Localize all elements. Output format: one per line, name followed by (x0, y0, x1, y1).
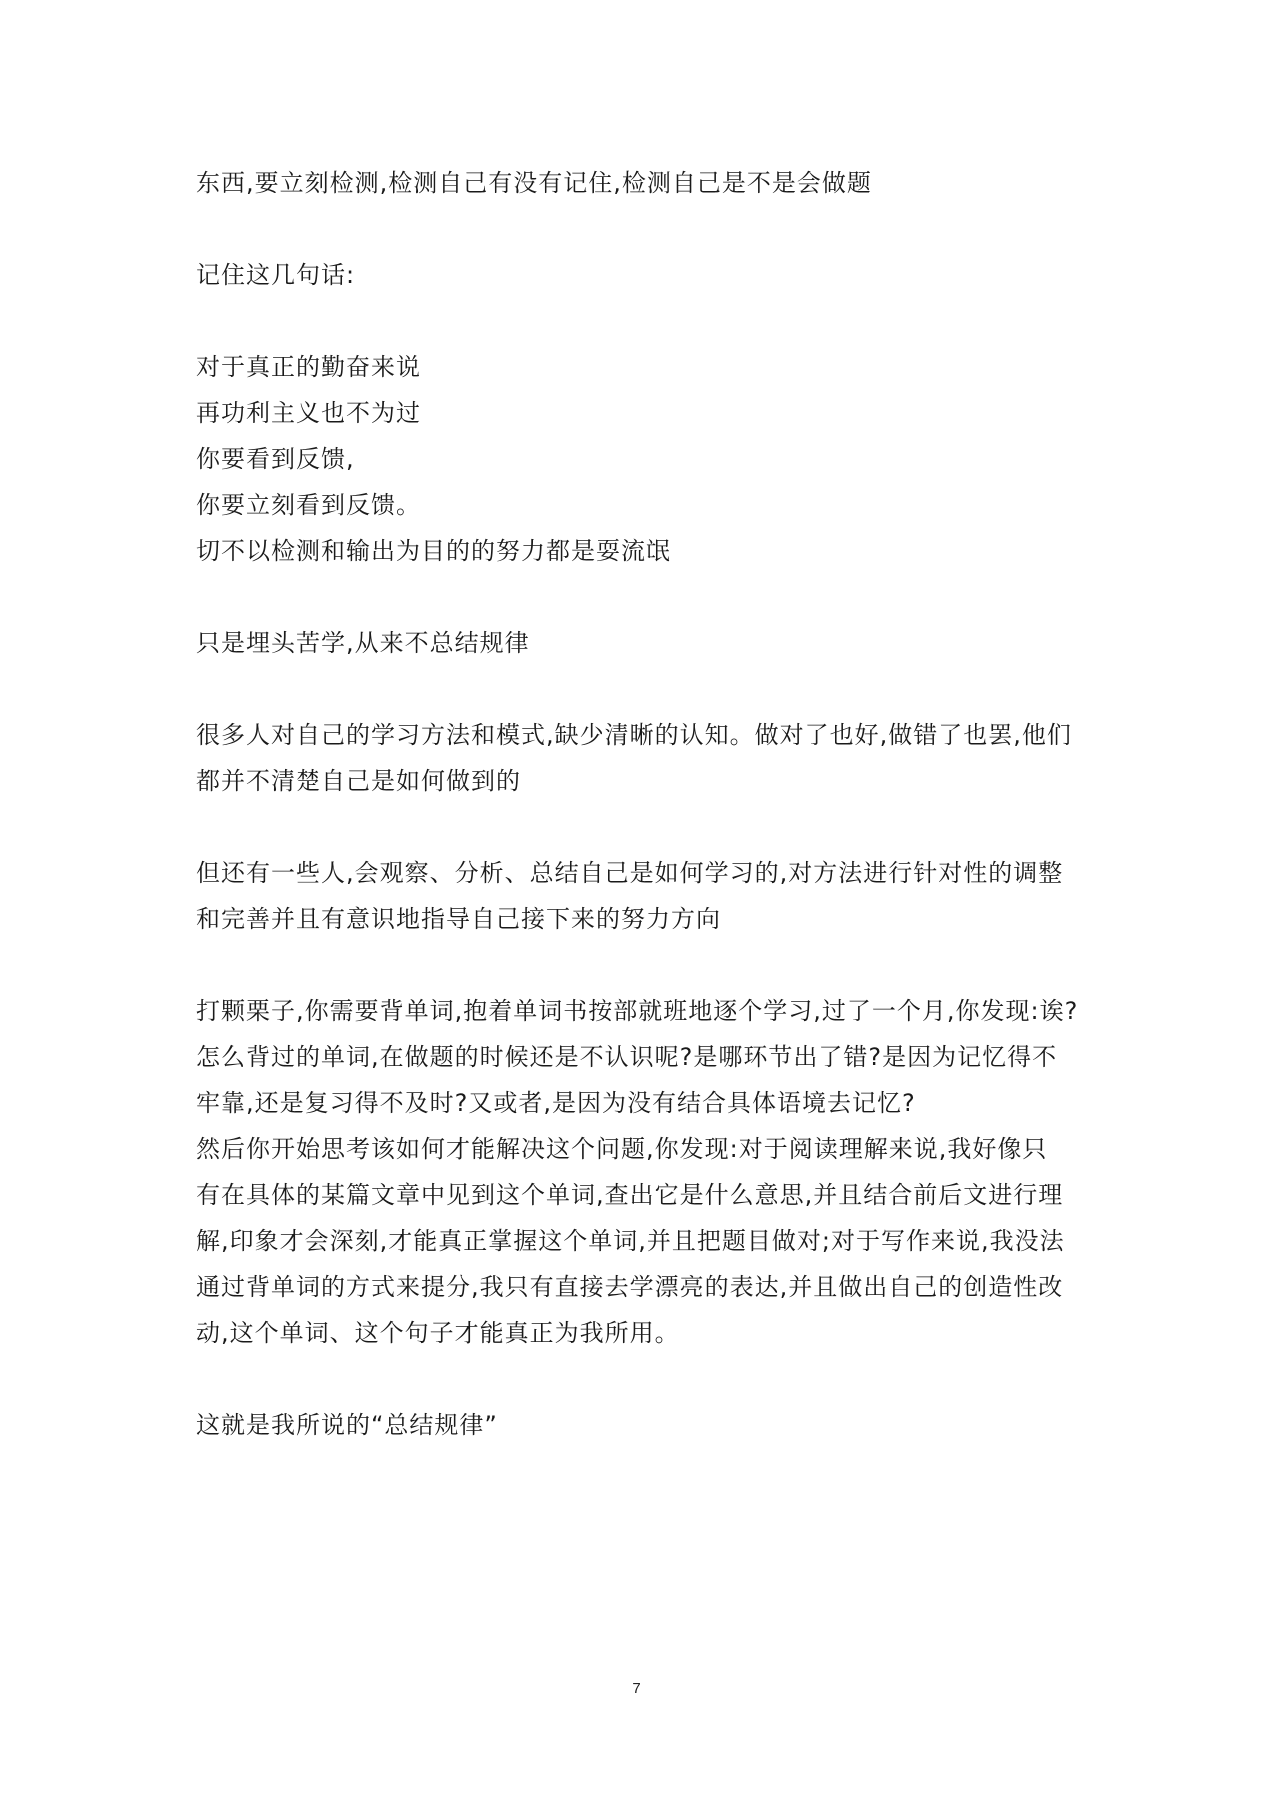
paragraph-1 (196, 160, 1096, 206)
text-line: 对于真正的勤奋来说 (196, 353, 421, 381)
text-line: 但还有一些人,会观察、分析、总结自己是如何学习的,对方法进行针对性的调整 (196, 859, 1064, 887)
body-text (196, 160, 1096, 1494)
paragraph-6 (196, 850, 1096, 942)
text-line: 和完善并且有意识地指导自己接下来的努力方向 (196, 905, 721, 933)
paragraph-2 (196, 252, 1096, 298)
text-line: 只是埋头苦学,从来不总结规律 (196, 629, 530, 657)
page-number: 7 (632, 1680, 641, 1697)
text-line: 这就是我所说的“总结规律” (196, 1411, 498, 1439)
text-line: 打颗栗子,你需要背单词,抱着单词书按部就班地逐个学习,过了一个月,你发现:诶? (196, 997, 1079, 1025)
text-line: 你要立刻看到反馈。 (196, 491, 421, 519)
text-line: 有在具体的某篇文章中见到这个单词,查出它是什么意思,并且结合前后文进行理 (196, 1181, 1064, 1209)
text-line: 切不以检测和输出为目的的努力都是耍流氓 (196, 537, 671, 565)
text-line: 东西,要立刻检测,检测自己有没有记住,检测自己是不是会做题 (196, 169, 872, 197)
text-line: 再功利主义也不为过 (196, 399, 421, 427)
paragraph-5 (196, 712, 1096, 804)
text-line: 怎么背过的单词,在做题的时候还是不认识呢?是哪环节出了错?是因为记忆得不 (196, 1043, 1058, 1071)
text-line: 解,印象才会深刻,才能真正掌握这个单词,并且把题目做对;对于写作来说,我没法 (196, 1227, 1065, 1255)
paragraph-7 (196, 988, 1096, 1356)
paragraph-8 (196, 1402, 1096, 1448)
text-line: 通过背单词的方式来提分,我只有直接去学漂亮的表达,并且做出自己的创造性改 (196, 1273, 1064, 1301)
text-line: 很多人对自己的学习方法和模式,缺少清晰的认知。做对了也好,做错了也罢,他们 (196, 721, 1072, 749)
paragraph-4 (196, 620, 1096, 666)
paragraph-3 (196, 344, 1096, 574)
text-line: 你要看到反馈, (196, 445, 355, 473)
text-line: 然后你开始思考该如何才能解决这个问题,你发现:对于阅读理解来说,我好像只 (196, 1135, 1048, 1163)
text-line: 记住这几句话: (196, 261, 356, 289)
text-line: 都并不清楚自己是如何做到的 (196, 767, 521, 795)
text-line: 动,这个单词、这个句子才能真正为我所用。 (196, 1319, 680, 1347)
text-line: 牢靠,还是复习得不及时?又或者,是因为没有结合具体语境去记忆? (196, 1089, 916, 1117)
